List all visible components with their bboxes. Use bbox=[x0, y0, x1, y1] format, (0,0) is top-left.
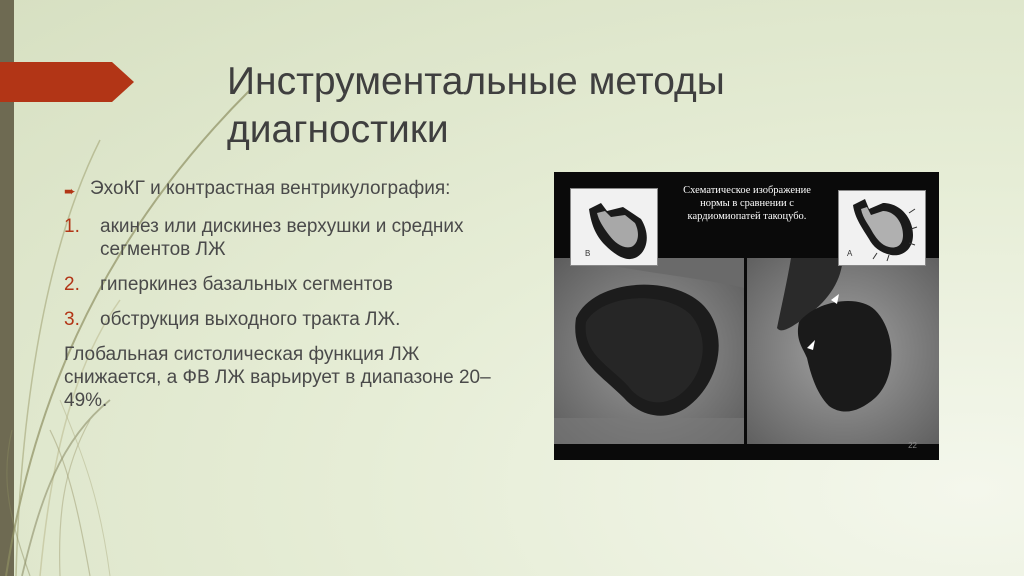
ventriculography-figure bbox=[554, 172, 939, 460]
accent-arrow-tab bbox=[0, 62, 134, 102]
item-text: акинез или дискинез верхушки и средних сегментов ЛЖ bbox=[100, 216, 464, 260]
numbered-item bbox=[64, 273, 514, 296]
schematic-takotsubo-thumbnail bbox=[838, 190, 926, 266]
item-number: 2. bbox=[64, 274, 80, 295]
item-number: 1. bbox=[64, 216, 80, 237]
item-number: 3. bbox=[64, 309, 80, 330]
figure-caption: Схематическое изображение нормы в сравнении с кардиомиопатей такоцубо. bbox=[683, 185, 811, 222]
numbered-item bbox=[64, 215, 514, 261]
heart-schematic-icon bbox=[571, 189, 657, 265]
numbered-item bbox=[64, 308, 514, 331]
bullet-item bbox=[64, 177, 514, 203]
figure-page-number: 22 bbox=[908, 441, 917, 450]
bullet-text: ЭхоКГ и контрастная вентрикулография: bbox=[90, 178, 451, 199]
item-text: обструкция выходного тракта ЛЖ. bbox=[100, 309, 401, 330]
summary-paragraph: Глобальная систолическая функция ЛЖ снижается, а ФВ ЛЖ варьирует в диапазоне 20–49%. bbox=[64, 344, 491, 411]
arrow-bullet-icon: ➨ bbox=[64, 183, 76, 199]
thumbnail-label: B bbox=[585, 249, 591, 258]
angiogram-right bbox=[747, 258, 939, 444]
content-body bbox=[64, 177, 514, 412]
angiogram-left bbox=[554, 258, 744, 444]
thumbnail-label: A bbox=[847, 249, 853, 258]
item-text: гиперкинез базальных сегментов bbox=[100, 274, 393, 295]
slide-title: Инструментальные методы диагностики bbox=[227, 60, 725, 151]
schematic-normal-thumbnail bbox=[570, 188, 658, 266]
